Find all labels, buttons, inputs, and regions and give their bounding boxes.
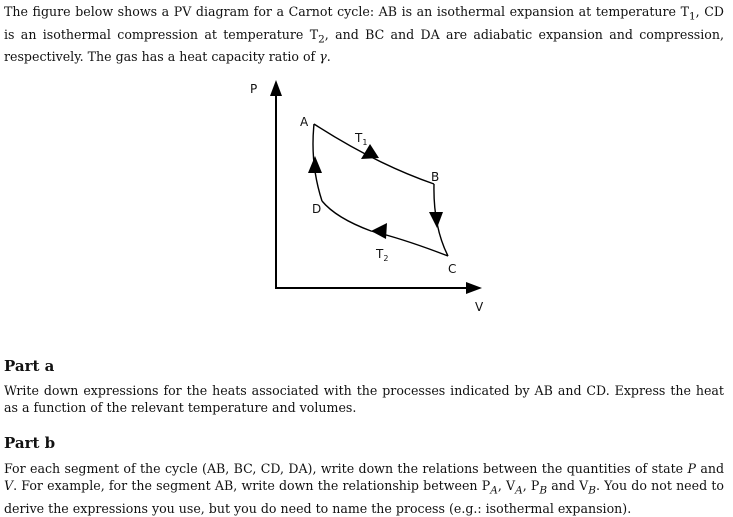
- p-axis-arrowhead: [270, 80, 282, 96]
- part-b-text: For each segment of the cycle (AB, BC, CD, DA), write down the relations between the quantities of state P and V. For example, for the segment AB, write down the relationship between $P_A$, $V_A$, $P_B$ and $V_B$. You do not need to derive the expressions you use, but you do need to name the process (e.g.: isothermal expansion).: [4, 461, 725, 516]
- v-axis-label: V: [475, 300, 484, 314]
- point-c-label: C: [448, 262, 457, 276]
- part-a-title: Part a: [4, 357, 55, 375]
- arrow-da: [308, 156, 322, 173]
- p-axis-label: P: [250, 82, 258, 96]
- problem-intro: The figure below shows a PV diagram for a Carnot cycle: AB is an isothermal expansion at temperature $T_1$, CD is an isothermal compression at temperature $T_2$, and BC and DA are adiabatic expansion and compression, respectively. The gas has a heat capacity ratio of γ.: [4, 4, 724, 65]
- arrow-bc: [429, 212, 443, 228]
- v-axis-arrowhead: [466, 282, 482, 294]
- point-a-label: A: [300, 115, 309, 129]
- point-b-label: B: [431, 170, 440, 184]
- part-b-title: Part b: [4, 434, 56, 452]
- arrow-cd: [371, 223, 387, 239]
- carnot-pv-diagram: [246, 76, 506, 318]
- point-d-label: D: [312, 202, 322, 216]
- t2-label: $T_2$: [376, 247, 389, 263]
- part-a-text: Write down expressions for the heats associated with the processes indicated by AB and CD. Express the heat as a function of the relevant temperature and volumes.: [4, 383, 724, 415]
- t1-label: $T_1$: [355, 131, 368, 147]
